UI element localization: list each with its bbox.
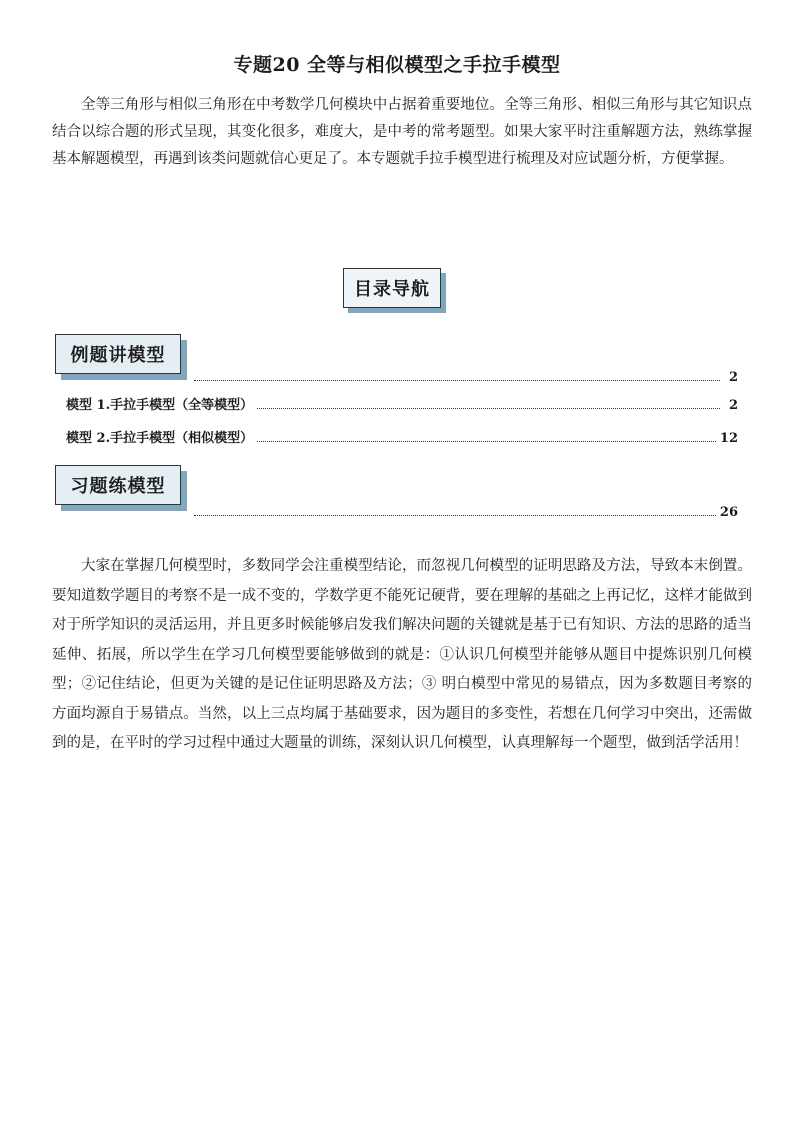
toc-item-model-1[interactable] [66, 394, 738, 413]
toc-page-number: 26 [719, 505, 738, 520]
toc-page-number: 2 [728, 370, 738, 385]
body-paragraph: 大家在掌握几何模型时，多数同学会注重模型结论，而忽视几何模型的证明思路及方法，导致本末倒置。要知道数学题目的考察不是一成不变的，学数学更不能死记硬背，要在理解的基础之上再记忆，这样才能做到对于所学知识的灵活运用，并且更多时候能够启发我们解决问题的关键就是基于已有知识、方法的思路的适当延伸、拓展，所以学生在学习几何模型要能够做到的就是：①认识几何模型并能够从题目中提炼识别几何模型；②记住结论，但更为关键的是记住证明思路及方法；③ 明白模型中常见的易错点，因为多数题目考察的方面均源自于易错点。当然，以上三点均属于基础要求，因为题目的多变性，若想在几何学习中突出，还需做到的是，在平时的学习过程中通过大题量的训练，深刻认识几何模型，认真理解每一个题型，做到活学活用！ [52, 558, 752, 751]
toc-heading: 目录导航 [343, 268, 441, 308]
toc-leader-dots [194, 370, 720, 381]
toc-leader-dots [257, 398, 720, 409]
toc-line-exercises[interactable] [190, 505, 738, 520]
intro-paragraph: 全等三角形与相似三角形在中考数学几何模块中占据着重要地位。全等三角形、相似三角形与其它知识点结合以综合题的形式呈现，其变化很多，难度大，是中考的常考题型。如果大家平时注重解题方法，熟练掌握基本解题模型，再遇到该类问题就信心更足了。本专题就手拉手模型进行梳理及对应试题分析，方便掌握。 [52, 97, 752, 167]
toc-line-examples[interactable] [190, 370, 738, 385]
toc-leader-dots [194, 505, 716, 516]
toc-item-label: 模型 2.手拉手模型（相似模型） [66, 431, 254, 446]
toc-page-number: 2 [728, 398, 738, 413]
page-title: 专题20 全等与相似模型之手拉手模型 [233, 54, 561, 76]
toc-section-exercises[interactable]: 习题练模型 [55, 465, 181, 505]
toc-leader-dots [257, 431, 716, 442]
toc-page-number: 12 [719, 431, 738, 446]
toc-item-model-2[interactable] [66, 427, 738, 446]
toc-item-label: 模型 1.手拉手模型（全等模型） [66, 398, 254, 413]
toc-section-examples[interactable]: 例题讲模型 [55, 334, 181, 374]
